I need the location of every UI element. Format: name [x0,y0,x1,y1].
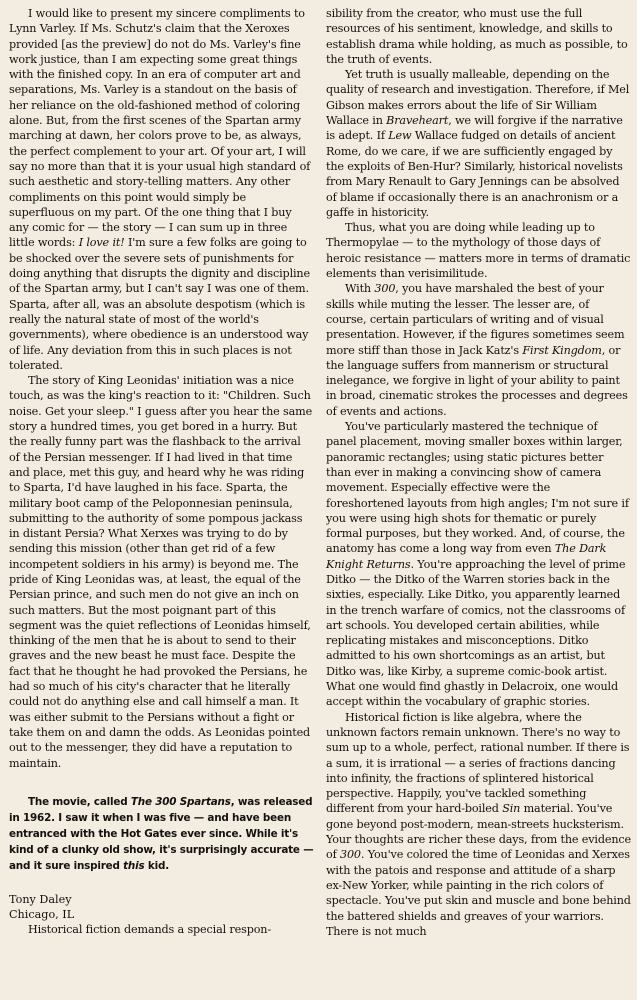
italic-text: this [123,859,145,872]
letter-paragraph: The story of King Leonidas' initiation was a nice touch, as was the king's reaction to it: "Children. Such noise. Get your sleep." I guess after you hear the same story a hundred times, you get bored in a hurry. But the really funny part was the flashback to the arrival of the Persian messenger. If I had lived in that time and place, met this guy, and heard why he was riding to Sparta, I'd have laughed in his face. Sparta, the military boot camp of the Peloponnesian peninsula, submitting to the authority of some pompous jackass in distant Persia? What Xerxes was trying to do by sending this mission (other than get rid of a few incompetent soldiers in his army) is beyond me. The pride of King Leonidas was, at least, the equal of the Persian prince, and such men do not give an inch on such matters. But the most poignant part of this segment was the quiet reflections of Leonidas himself, thinking of the men that he is about to send to their graves and the new beast he must face. Despite the fact that he thought he had provoked the Persians, he had so much of his city's character that he literally could not do anything else and call himself a man. It was either submit to the Persians without a fight or take them on and damn the odds. As Leonidas pointed out to the messenger, they did have a reputation to maintain. [9,374,313,770]
letter-paragraph: Thus, what you are doing while leading up to Thermopylae — to the mythology of those days of heroic resistance — matters more in terms of dramatic elements than verisimilitude. [326,221,631,281]
signature-name: Tony Daley [9,892,72,906]
letter-paragraph: I would like to present my sincere compliments to Lynn Varley. If Ms. Schutz's claim that the Xeroxes provided [as the preview] do not do Ms. Varley's fine work justice, than I am expecting some great things with the finished copy. In an era of computer art and separations, Ms. Varley is a standout on the basis of her reliance on the old-fashioned method of coloring alone. But, from the first scenes of the Spartan army marching at dawn, her colors prove to be, as always, the perfect complement to your art. Of your art, I will say no more than that it is your usual high standard of such aesthetic and story-telling matters. Any other compliments on this point would simply be superfluous on my part. Of the one thing that I buy any comic for — the story — I can sum up in three little words: I love it! I'm sure a few folks are going to be shocked over the severe sets of punishments for doing anything that disrupts the dignity and discipline of the Spartan army, but I can't say I was one of them. Sparta, after all, was an absolute despotism (which is really the natural state of most of the world's governments), where obedience is an understood way of life. Any deviation from this in such places is not tolerated. [9,7,311,372]
right-column [326,6,631,939]
italic-text: First Kingdom [522,343,602,357]
letter-paragraph: You've particularly mastered the technique of panel placement, moving smaller boxes within larger, panoramic rectangles; using static pictures better than ever in making a convincing show of camera movement. Especially effective were the foreshortened layouts from high angles; I'm not sure if you were using high shots for thematic or purely formal purposes, but they worked. And, of course, the anatomy has come a long way from even The Dark Knight Returns. You're approaching the level of prime Ditko — the Ditko of the Warren stories back in the sixties, especially. Like Ditko, you apparently learned in the trench warfare of comics, not the classrooms of art schools. You developed certain abilities, while replicating mistakes and misconceptions. Ditko admitted to his own shortcomings as an artist, but Ditko was, like Kirby, a supreme comic-book artist. What one would find ghastly in Delacroix, one would accept within the vocabulary of graphic stories. [326,420,629,709]
italic-text: 300 [374,282,396,296]
italic-text: Sin [502,802,521,816]
italic-text: I love it! [78,236,125,250]
letter-paragraph: Yet truth is usually malleable, depending on the quality of research and investigation. Therefore, if Mel Gibson makes errors about the life of Sir William Wallace in Braveheart, we will forgive if the narrative is adept. If Lew Wallace fudged on details of ancient Rome, do we care, if we are sufficiently engaged by the exploits of Ben-Hur? Similarly, historical novelists from Mary Renault to Gary Jennings can be absolved of blame if occasionally there is an anachronism or a gaffe in historicity. [326,68,630,219]
italic-text: 300 [339,848,361,862]
letter-paragraph: sibility from the creator, who must use the full resources of his sentiment, knowledge, and skills to establish drama while holding, as much as possible, to the truth of events. [326,7,628,66]
italic-text: Lew [388,129,412,143]
italic-text: Braveheart [386,114,449,128]
signature-city: Chicago, IL [9,908,75,922]
letter-paragraph: Historical fiction demands a special respon- [28,923,271,937]
italic-text: The Dark Knight Returns [326,542,607,571]
letter-paragraph: With 300, you have marshaled the best of your skills while muting the lesser. The lesser are, of course, certain particulars of writing and of visual presentation. However, if the figures sometimes seem more stiff than those in Jack Katz's First Kingdom, or the language suffers from mannerism or structural inelegance, we forgive in light of your ability to paint in broad, cinematic strokes the processes and degrees of events and actions. [326,282,628,418]
left-column [9,6,314,938]
italic-text: The 300 Spartans [130,795,231,808]
letter-paragraph: Historical fiction is like algebra, where the unknown factors remain unknown. There's no way to sum up to a whole, perfect, rational number. If there is a sum, it is irrational — a series of fractions dancing into infinity, the fractions of splintered historical perspective. Happily, you've tackled something different from your hard-boiled Sin material. You've gone beyond post-modern, mean-streets hucksterism. Your thoughts are richer these days, from the evidence of 300. You've colored the time of Leonidas and Xerxes with the patois and response and attitude of a sharp ex-New Yorker, while painting in the rich colors of spectacle. You've put skin and muscle and bone behind the battered shields and greaves of your warriors. There is not much [326,710,631,938]
editor-reply: The movie, called The 300 Spartans, was released in 1962. I saw it when I was five — and have been entranced with the Hot Gates ever since. While it's kind of a clunky old show, it's surprisingly accurate — and it sure inspired this kid. [9,795,314,872]
